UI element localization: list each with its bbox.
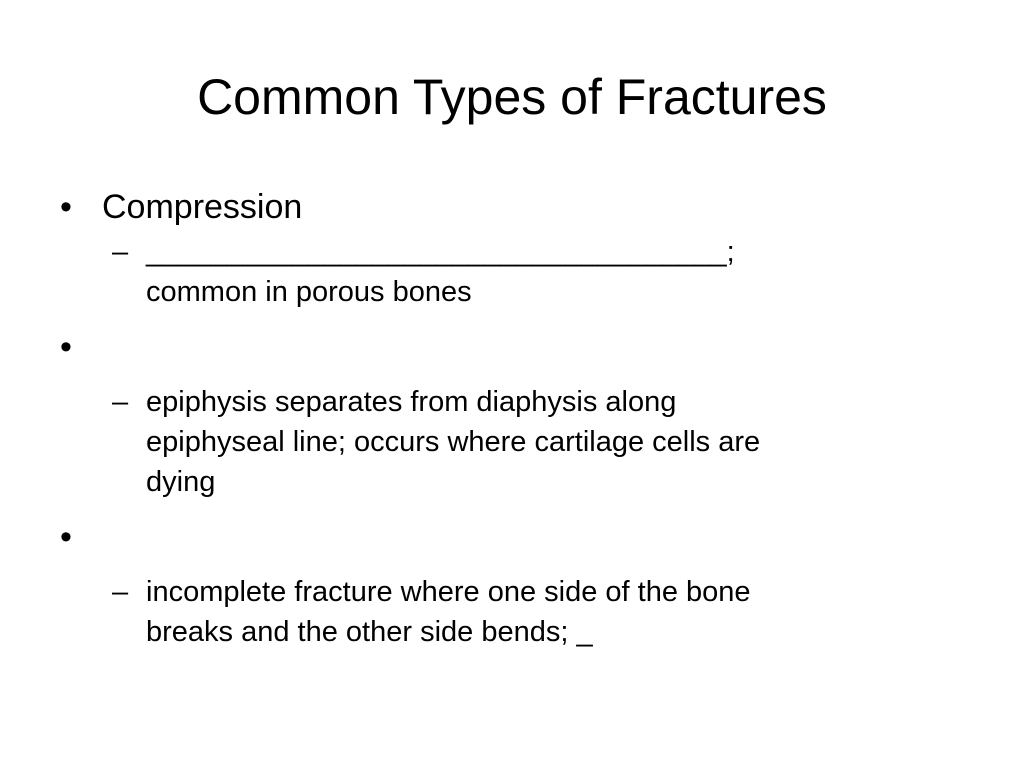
- sub-item-compression: [60, 232, 960, 312]
- bullet-label: [102, 518, 111, 556]
- sub-item-greenstick: [60, 572, 960, 652]
- bullet-item-empty-2: [60, 512, 960, 562]
- bullet-label: [102, 328, 111, 366]
- sub-item-line: epiphyseal line; occurs where cartilage cells are: [146, 426, 761, 458]
- slide-title: Common Types of Fractures: [197, 69, 827, 125]
- dash-icon: –: [112, 236, 129, 268]
- sub-item-line: common in porous bones: [146, 276, 472, 308]
- sub-item-text: [146, 382, 960, 502]
- bullet-item-empty-1: [60, 322, 960, 372]
- slide-content: [60, 182, 960, 662]
- dash-icon: –: [112, 386, 129, 418]
- sub-item-text: [146, 572, 960, 652]
- bullet-icon: •: [60, 518, 72, 556]
- sub-item-line: epiphysis separates from diaphysis along: [146, 386, 677, 418]
- sub-item-line: ____________________________________;: [146, 236, 735, 268]
- bullet-item-compression: [60, 182, 960, 232]
- bullet-icon: •: [60, 188, 72, 226]
- sub-item-text: [146, 232, 960, 312]
- sub-item-epiphyseal: [60, 382, 960, 502]
- bullet-label: Compression: [102, 188, 303, 226]
- sub-item-line: breaks and the other side bends; _: [146, 616, 593, 648]
- sub-item-line: incomplete fracture where one side of the bone: [146, 576, 751, 608]
- bullet-icon: •: [60, 328, 72, 366]
- dash-icon: –: [112, 576, 129, 608]
- sub-item-line: dying: [146, 466, 216, 498]
